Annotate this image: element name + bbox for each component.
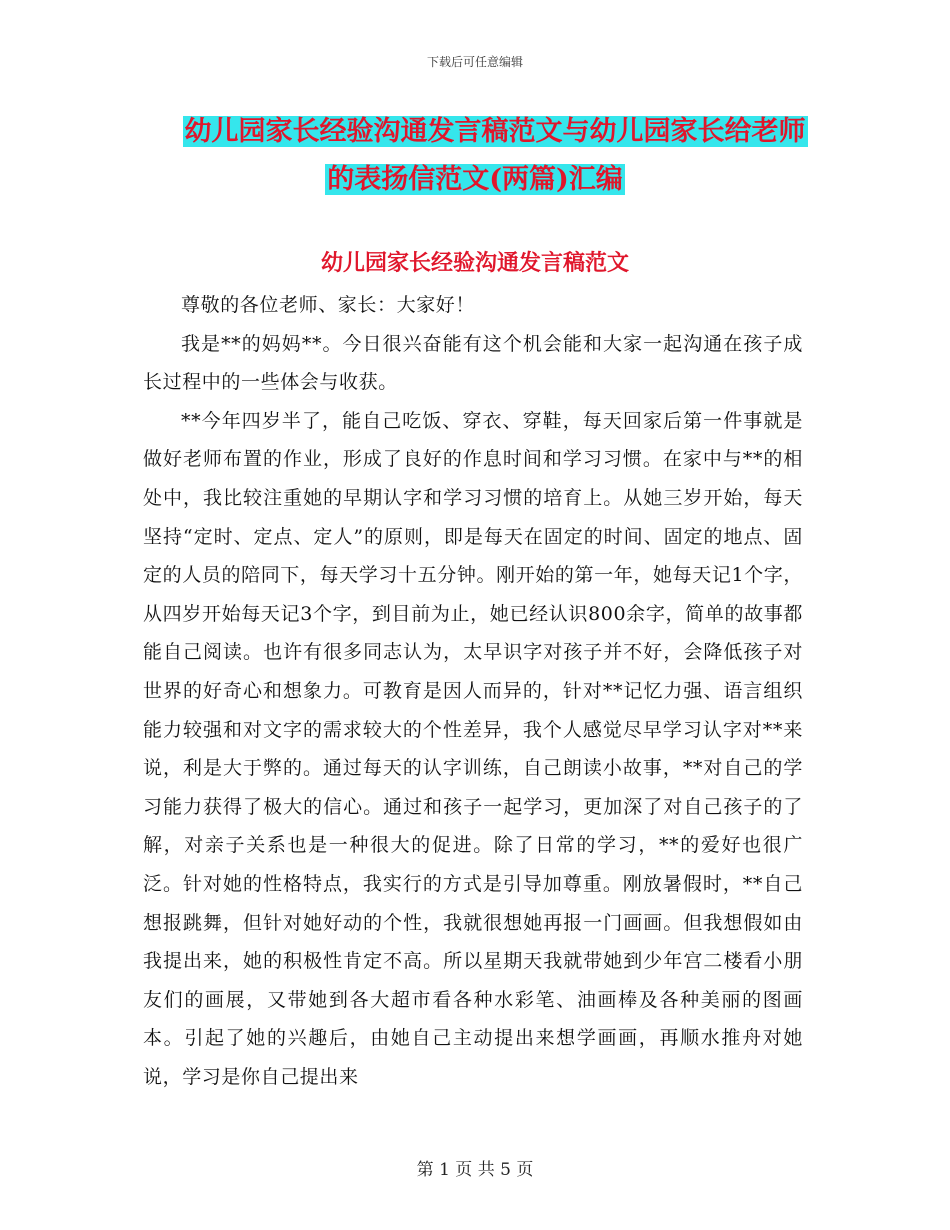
section-title: 幼儿园家长经验沟通发言稿范文: [320, 250, 629, 276]
paragraph-greeting: 尊敬的各位老师、家长：大家好！: [181, 294, 476, 316]
paragraph-intro: 我是**的妈妈**。今日很兴奋能有这个机会能和大家一起沟通在孩子成长过程中的一些体会与收获。: [143, 332, 803, 394]
page-footer: 第 1 页 共 5 页: [416, 1160, 534, 1180]
paragraph-main: **今年四岁半了，能自己吃饭、穿衣、穿鞋，每天回家后第一件事就是做好老师布置的作业，形成了良好的作息时间和学习习惯。在家中与**的相处中，我比较注重她的早期认字和学习习惯的培育上。从她三岁开始，每天坚持“定时、定点、定人”的原则，即是每天在固定的时间、固定的地点、固定的人员的陪同下，每天学习十五分钟。刚开始的第一年，她每天记1个字，从四岁开始每天记3个字，到目前为止，她已经认识800余字，简单的故事都能自己阅读。也许有很多同志认为，太早识字对孩子并不好，会降低孩子对世界的好奇心和想象力。可教育是因人而异的，针对**记忆力强、语言组织能力较强和对文字的需求较大的个性差异，我个人感觉尽早学习认字对**来说，利是大于弊的。通过每天的认字训练，自己朗读小故事，**对自己的学习能力获得了极大的信心。通过和孩子一起学习，更加深了对自己孩子的了解，对亲子关系也是一种很大的促进。除了日常的学习，**的爱好也很广泛。针对她的性格特点，我实行的方式是引导加尊重。刚放暑假时，**自己想报跳舞，但针对她好动的个性，我就很想她再报一门画画。但我想假如由我提出来，她的积极性肯定不高。所以星期天我就带她到少年宫二楼看小朋友们的画展，又带她到各大超市看各种水彩笔、油画棒及各种美丽的图画本。引起了她的兴趣后，由她自己主动提出来想学画画，再顺水推舟对她说，学习是你自己提出来: [143, 409, 803, 1088]
title-line-2: 的表扬信范文(两篇)汇编: [327, 164, 623, 195]
header-note: 下载后可任意编辑: [426, 55, 523, 69]
body-text: [143, 286, 803, 1096]
document-title: [0, 108, 950, 204]
title-line-1: 幼儿园家长经验沟通发言稿范文与幼儿园家长给老师: [184, 116, 806, 147]
